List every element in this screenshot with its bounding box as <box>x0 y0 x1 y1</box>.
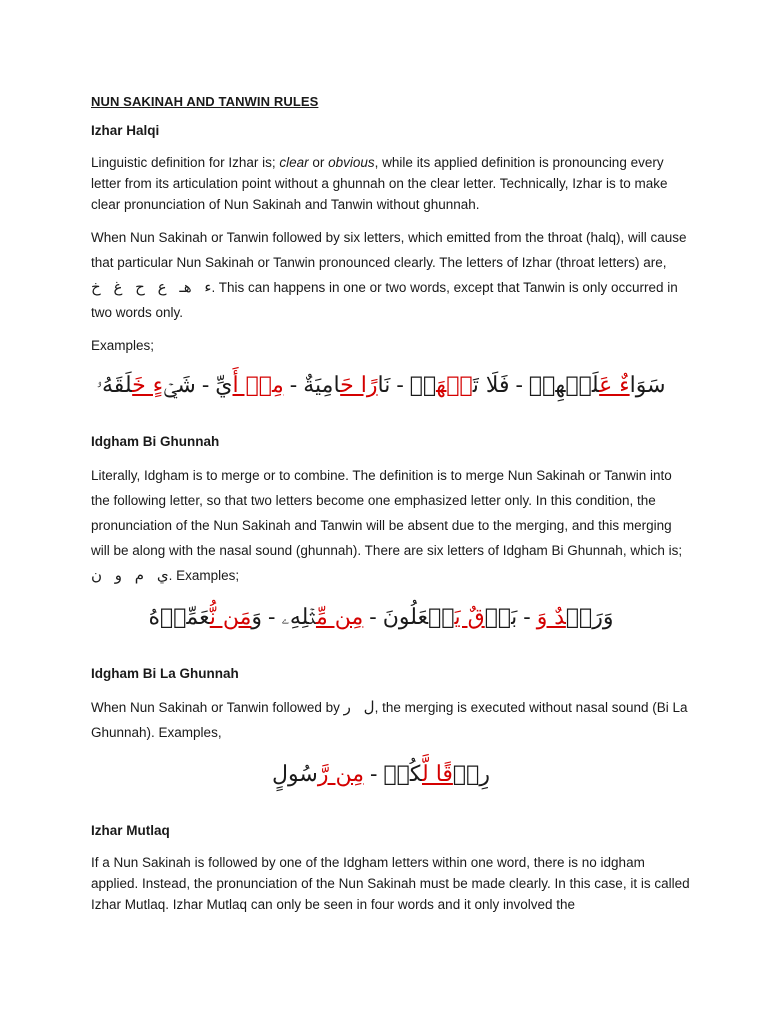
example-word <box>410 373 510 398</box>
izhar-halqi-throat-letters <box>91 225 691 325</box>
example-highlight: نۡهَ <box>436 373 473 398</box>
example-separator: - <box>396 373 404 398</box>
example-text: سُولٍ <box>272 762 318 787</box>
idgham-bi-ghunnah-examples <box>91 598 671 638</box>
example-word <box>383 605 518 630</box>
example-word <box>281 605 363 630</box>
example-text: امِيَةٌ <box>303 373 341 398</box>
example-word <box>383 762 490 787</box>
example-separator: - <box>369 605 377 630</box>
text-run: Linguistic definition for Izhar is; <box>91 155 280 170</box>
example-word <box>148 605 262 630</box>
throat-letters-arabic: ء هـ ع ح غ خ <box>91 278 212 296</box>
heading-izhar-mutlaq: Izhar Mutlaq <box>91 823 170 838</box>
example-separator: - <box>289 373 298 398</box>
example-word <box>303 373 390 398</box>
document-page <box>91 94 691 925</box>
example-separator: - <box>201 373 210 398</box>
example-separator: - <box>268 605 276 630</box>
example-separator: - <box>523 605 531 630</box>
example-text: شَيۡ <box>163 373 196 398</box>
text-run: When Nun Sakinah or Tanwin followed by <box>91 700 344 715</box>
example-text: لَقَهُۥ <box>96 373 133 398</box>
heading-idgham-bi-ghunnah: Idgham Bi Ghunnah <box>91 434 220 449</box>
example-highlight: مِنۡ أَ <box>232 373 284 398</box>
example-text: بَرۡ <box>484 605 518 630</box>
example-text: رِزۡ <box>452 762 490 787</box>
heading-idgham-bi-la-ghunnah: Idgham Bi La Ghunnah <box>91 666 239 681</box>
example-highlight: رًا حَ <box>340 373 378 398</box>
example-text: ثۡلِهِۦ <box>281 605 316 630</box>
example-separator: - <box>370 762 378 787</box>
example-text: جۡعَلُونَ <box>382 605 455 630</box>
example-text: يِّ <box>215 373 233 398</box>
emphasis-clear: clear <box>279 155 309 170</box>
text-run: . This can happens in one or two words, except that Tanwin is only occurred in two words only. <box>91 280 678 320</box>
example-word <box>272 762 364 787</box>
izhar-mutlaq-definition: If a Nun Sakinah is followed by one of the Idgham letters within one word, there is no idgham applied. Instead, the pronunciation of the Nun Sakinah must be made clearly. In this case, it is called Izhar Mutlaq. Izhar Mutlaq can only be seen in four words and it only involved the <box>91 855 690 912</box>
example-highlight: مِن رَّ <box>317 762 364 787</box>
example-text: سَوَا <box>629 373 666 398</box>
izhar-halqi-examples <box>91 366 671 406</box>
text-run: , the merging is executed without nasal sound (Bi La Ghunnah). Examples, <box>91 700 688 740</box>
examples-label: Examples; <box>91 338 155 353</box>
idgham-la-letters-arabic: ل ر <box>343 698 375 716</box>
document-title: NUN SAKINAH AND TANWIN RULES <box>91 94 319 109</box>
example-text: نَا <box>377 373 391 398</box>
example-text: عَمِّرۡهُ <box>148 605 210 630</box>
idgham-bi-ghunnah-definition <box>91 463 691 588</box>
example-highlight: قٌ يَ <box>454 605 485 630</box>
example-text: وَرَعۡ <box>565 605 614 630</box>
text-run: . Examples; <box>168 568 240 583</box>
heading-izhar-halqi: Izhar Halqi <box>91 123 160 138</box>
idgham-bi-la-ghunnah-examples <box>91 755 671 795</box>
idgham-letters-arabic: ي م و ن <box>91 566 169 584</box>
example-separator: - <box>515 373 523 398</box>
text-run: Literally, Idgham is to merge or to combine. The definition is to merge Nun Sakinah or Tanwin into the following letter, so that two letters become one emphasized letter only. In this condition, the pronunciation of the Nun Sakinah and Tanwin will be absent due to the merging, and this merging will be along with the nasal sound (ghunnah). There are six letters of Idgham Bi Ghunnah, which is; <box>91 468 683 558</box>
example-text: كُمۡ <box>383 762 422 787</box>
example-word <box>96 373 195 398</box>
example-text: فَلَا تَ <box>472 373 510 398</box>
example-word <box>215 373 284 398</box>
izhar-halqi-definition <box>91 152 691 215</box>
example-highlight: مِن مِّ <box>315 605 364 630</box>
example-text: وَ <box>251 605 263 630</box>
example-word <box>537 605 614 630</box>
text-run: When Nun Sakinah or Tanwin followed by six letters, which emitted from the throat (halq), will cause that particular Nun Sakinah or Tanwin pronounced clearly. The letters of Izhar (throat letters) are, <box>91 230 687 270</box>
example-highlight: ءٍ خَ <box>132 373 164 398</box>
example-highlight: قًا لَّ <box>422 762 453 787</box>
example-text: رۡ <box>409 373 437 398</box>
example-text: لَيۡهِمۡ <box>528 373 600 398</box>
example-highlight: ءٌ عَ <box>599 373 630 398</box>
emphasis-obvious: obvious <box>328 155 375 170</box>
example-word <box>529 373 666 398</box>
idgham-bi-la-ghunnah-definition <box>91 695 691 745</box>
example-highlight: مَن نُّ <box>209 605 252 630</box>
example-highlight: دٌ وَ <box>536 605 566 630</box>
text-run: or <box>308 155 329 170</box>
text-run: , while its applied definition is pronouncing every letter from its articulation point without a ghunnah on the clear letter. Technically, Izhar is to make clear pronunciation of Nun Sakinah and Tanwin without ghunnah. <box>91 155 668 212</box>
